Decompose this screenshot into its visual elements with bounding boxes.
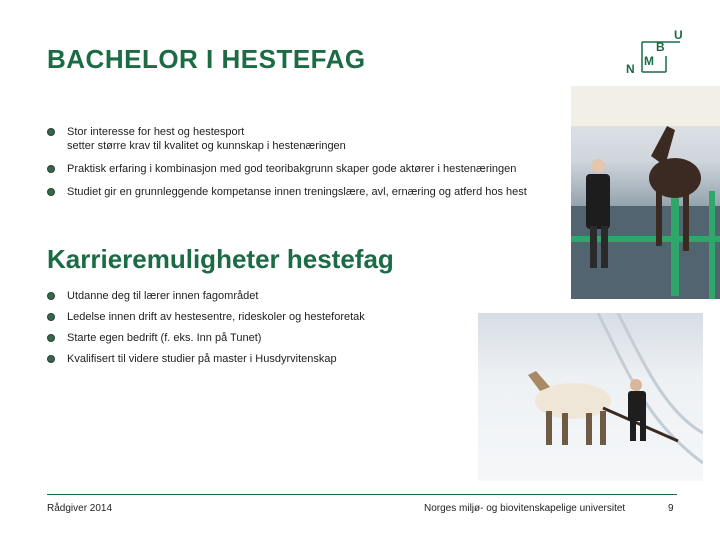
list-item (47, 310, 365, 324)
bullet-icon (47, 355, 55, 363)
logo-letter-m: M (644, 54, 654, 68)
slide-title: BACHELOR I HESTEFAG (47, 44, 366, 74)
career-bullet-list (47, 289, 365, 373)
logo-letter-n: N (626, 62, 635, 76)
snow-sled-horse-photo (478, 313, 703, 481)
logo-letter-u: U (674, 28, 683, 42)
bullet-icon (47, 165, 55, 173)
list-item (47, 162, 527, 176)
bullet-icon (47, 292, 55, 300)
bullet-text: Utdanne deg til lærer innen fagområdet (67, 290, 259, 302)
footer-divider (47, 494, 677, 495)
bullet-icon (47, 334, 55, 342)
bullet-text: Kvalifisert til videre studier på master i Husdyrvitenskap (67, 353, 337, 365)
bullet-text: Starte egen bedrift (f. eks. Inn på Tunet) (67, 332, 262, 344)
list-item (47, 331, 365, 345)
bullet-text: setter større krav til kvalitet og kunnskap i hestenæringen (67, 140, 346, 152)
list-item (47, 352, 365, 366)
bullet-text: Ledelse innen drift av hestesentre, rideskoler og hesteforetak (67, 311, 365, 323)
intro-bullet-list (47, 125, 527, 208)
career-heading: Karrieremuligheter hestefag (47, 244, 394, 274)
bullet-text: Praktisk erfaring i kombinasjon med god teoribakgrunn skaper gode aktører i hestenæringen (67, 163, 517, 175)
bullet-icon (47, 188, 55, 196)
nmbu-logo (624, 28, 688, 80)
treadmill-horse-photo (571, 86, 720, 299)
bullet-text: Studiet gir en grunnleggende kompetanse innen treningslære, avl, ernæring og atferd hos hest (67, 186, 527, 198)
bullet-text: Stor interesse for hest og hestesport (67, 126, 245, 138)
list-item (47, 125, 527, 153)
page-number: 9 (668, 503, 674, 514)
list-item (47, 289, 365, 303)
list-item (47, 185, 527, 199)
footer-institution: Norges miljø- og biovitenskapelige universitet (424, 503, 626, 514)
logo-letter-b: B (656, 40, 665, 54)
bullet-icon (47, 128, 55, 136)
bullet-icon (47, 313, 55, 321)
footer-left-text: Rådgiver 2014 (47, 503, 113, 514)
